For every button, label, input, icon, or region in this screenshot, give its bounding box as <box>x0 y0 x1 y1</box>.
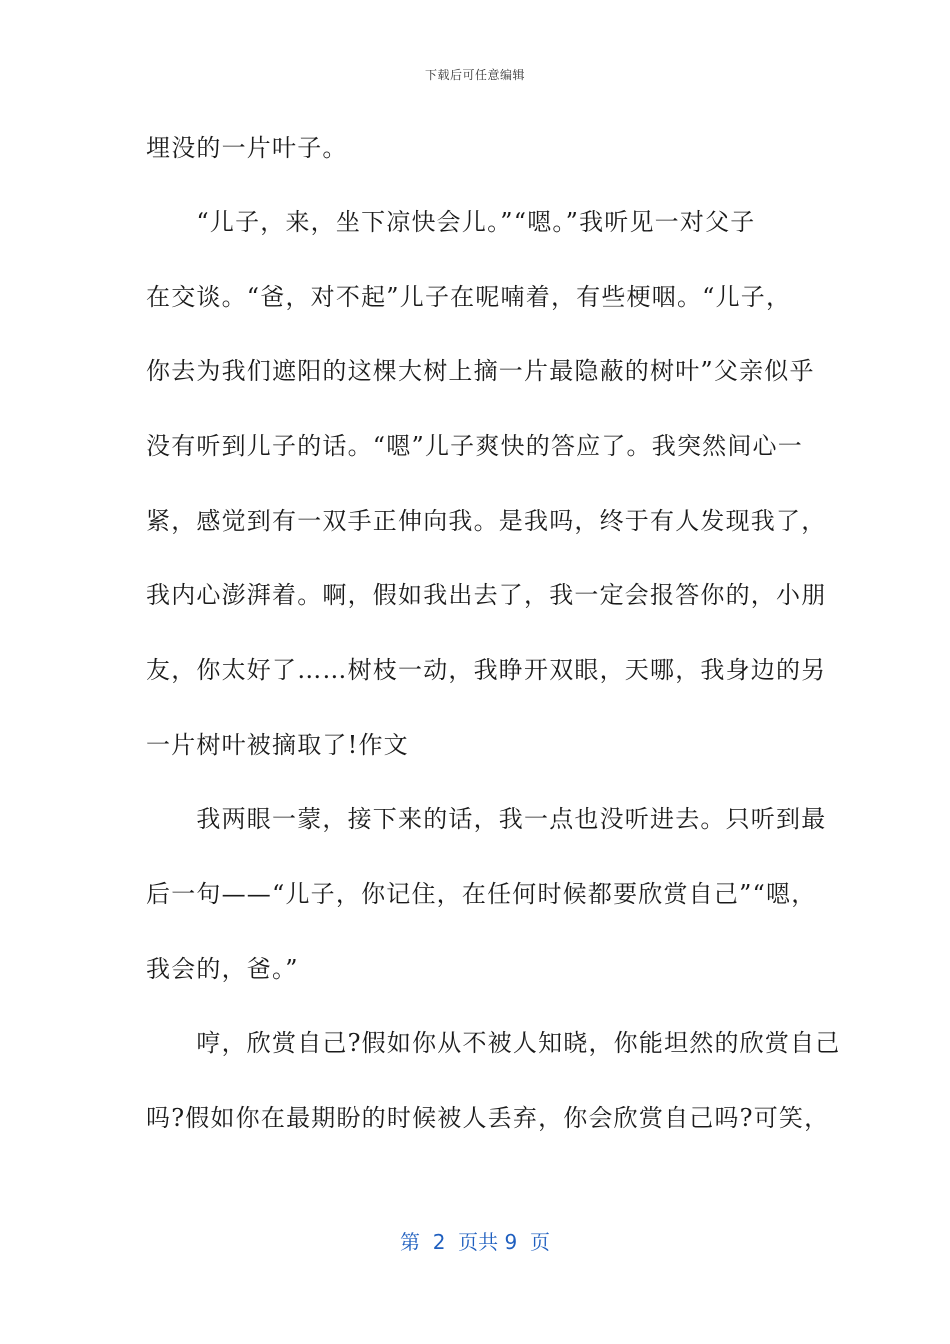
body-line-2: “儿子，来，坐下凉快会儿。”“嗯。”我听见一对父子 <box>146 208 756 236</box>
body-line-8: 友，你太好了……树枝一动，我睁开双眼，天哪，我身边的另 <box>146 656 827 684</box>
body-line-1: 埋没的一片叶子。 <box>146 134 348 162</box>
body-line-6: 紧，感觉到有一双手正伸向我。是我吗，终于有人发现我了， <box>146 507 827 535</box>
page-footer: 第 2 页共 9 页 <box>400 1230 550 1254</box>
body-line-11: 后一句——“儿子，你记住，在任何时候都要欣赏自己”“嗯， <box>146 880 817 908</box>
body-line-14: 吗?假如你在最期盼的时候被人丢弃，你会欣赏自己吗?可笑， <box>146 1104 830 1132</box>
body-line-13: 哼，欣赏自己?假如你从不被人知晓，你能坦然的欣赏自己 <box>146 1029 841 1057</box>
body-line-10: 我两眼一蒙，接下来的话，我一点也没听进去。只听到最 <box>146 805 827 833</box>
body-line-4: 你去为我们遮阳的这棵大树上摘一片最隐蔽的树叶”父亲似乎 <box>146 357 815 385</box>
body-line-7: 我内心澎湃着。啊，假如我出去了，我一定会报答你的，小朋 <box>146 581 827 609</box>
body-line-3: 在交谈。“爸，对不起”儿子在呢喃着，有些梗咽。“儿子， <box>146 283 792 311</box>
page-header: 下载后可任意编辑 <box>424 68 525 82</box>
body-line-12: 我会的，爸。” <box>146 955 299 983</box>
body-line-9: 一片树叶被摘取了!作文 <box>146 731 409 759</box>
body-line-5: 没有听到儿子的话。“嗯”儿子爽快的答应了。我突然间心一 <box>146 432 803 460</box>
